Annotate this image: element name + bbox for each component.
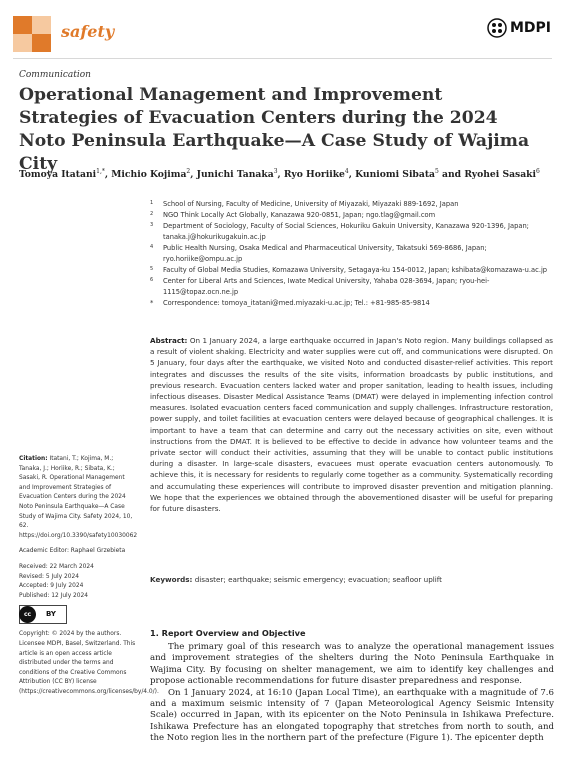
paragraph-2: On 1 January 2024, at 16:10 (Japan Local Time), an earthquake with a magnitude of 7.6 and a maximum seismic intensity of 7 (Japan Meteorological Agency Seismic Intensity Scale) occurred in Japan, with its epicenter on the Noto Peninsula in Ishikawa Prefecture. Ishikawa Prefecture has an elongated topography that stretches from north to south, and the Noto region lies in the northern part of the prefecture (Figure 1). The epicenter depth [150, 687, 554, 744]
cc-icon: cc [19, 606, 36, 623]
revised-date: Revised: 5 July 2024 [19, 573, 79, 580]
affiliation-item [150, 265, 550, 276]
copyright-notice: Copyright: © 2024 by the authors. Licensee MDPI, Basel, Switzerland. This article is an open access article distributed under the terms and conditions of the Creative Commons Attribution (CC BY) license (https://creativecommons.org/licenses/by/4.0/). [19, 631, 159, 695]
author-affiliation-marker: 1,* [96, 168, 105, 175]
author-affiliation-marker: 4 [344, 168, 349, 175]
article-type: Communication [19, 70, 91, 80]
section-heading: 1. Report Overview and Objective [150, 628, 306, 638]
affiliation-text: Correspondence: tomoya_itatani@med.miyazaki-u.ac.jp; Tel.: +81-985-85-9814 [163, 299, 430, 307]
affiliation-item [150, 276, 550, 298]
affiliation-text: NGO Think Locally Act Globally, Kanazawa 920-0851, Japan; ngo.tlag@gmail.com [163, 211, 436, 219]
paragraph-1: The primary goal of this research was to analyze the operational management issues and improvement strategies of the shelters during the Noto Peninsula Earthquake in Wajima City. By focusing on shelter management, we aim to identify key challenges and propose actionable recommendations for future disaster preparedness and response. [150, 642, 554, 687]
abstract-text: On 1 January 2024, a large earthquake occurred in Japan's Noto region. Many buildings collapsed as a result of violent shaking. Electricity and water supplies were cut off, and communications were disrupted. On 5 January, four days after the earthquake, we visited Noto and conducted disaster-relief activities. This report integrates and discusses the results of the site visits, information broadcasts by public institutions, and previous research. Evacuation centers lacked water and proper sanitation, leading to health issues, including infectious diseases. Disaster Medical Assistance Teams (DMAT) were delayed in implementing infection control measures. Isolated evacuation centers faced communication and supply challenges. Infrastructure restoration, power supply, and toilet facilities at evacuation centers were delayed because of geographical challenges. It is important to have a team that can determine and carry out the necessary activities on site, even without instructions from the DMAT. It is believed to be effective to decide in advance how volunteer teams and the private sector will conduct their activities, assuming that they will be unable to contact public institutions during a disaster. In large-scale disasters, evacuees must operate evacuation centers autonomously. To achieve this, it is necessary for residents to regularly come together as a community. Systematically recording and accumulating these experiences will contribute to improved disaster prevention and mitigation planning. We hope that the experiences we obtained through the abovementioned disaster will be useful for preparing for future disasters. [150, 336, 553, 514]
accepted-date: Accepted: 9 July 2024 [19, 583, 84, 590]
author-list: Tomoya Itatani$^{1,*}$, Michio Kojima$^2$, Junichi Tanaka$^3$, Ryo Horiike$^4$, Kuniomi Sibata$^5$ and Ryohei Sasaki$^6$ [19, 168, 540, 181]
affiliation-text: Faculty of Global Media Studies, Komazawa University, Setagaya-ku 154-0012, Japan; kshibata@komazawa-u.ac.jp [163, 266, 548, 274]
author-affiliation-marker: 5 [435, 168, 439, 175]
keywords-label: Keywords: [150, 575, 193, 584]
citation [19, 455, 137, 541]
article-title: Operational Management and Improvement Strategies of Evacuation Centers during the 2024 Noto Peninsula Earthquake—A Case Study of Wajima City [19, 85, 530, 174]
affiliation-text: Department of Sociology, Faculty of Social Sciences, Hokuriku Gakuin University, Kanazawa 920-1396, Japan; tanaka.j@hokurikugakuin.ac.jp [163, 222, 529, 241]
affiliation-item [150, 199, 550, 210]
section-body [150, 642, 554, 745]
abstract-label: Abstract: [150, 336, 188, 345]
author-name[interactable]: Ryohei Sasaki [464, 169, 537, 181]
author-name[interactable]: Tomoya Itatani [19, 169, 97, 181]
keywords [150, 575, 553, 584]
journal-name: safety [61, 22, 115, 41]
affiliation-number: 4 [150, 244, 154, 250]
author-name[interactable]: Kuniomi Sibata [355, 169, 436, 181]
journal-logo-icon [13, 16, 51, 52]
publisher-name: MDPI [509, 20, 551, 36]
mdpi-mark-icon [487, 18, 507, 38]
affiliation-text: Center for Liberal Arts and Sciences, Iwate Medical University, Yahaba 028-3694, Japan; ryou-hei-1115@topaz.ocn.ne.jp [163, 277, 490, 296]
author-name[interactable]: Michio Kojima [111, 169, 187, 181]
author-name[interactable]: Junichi Tanaka [196, 169, 274, 181]
affiliation-number: 5 [150, 266, 154, 272]
published-date: Published: 12 July 2024 [19, 592, 89, 599]
affiliation-text: School of Nursing, Faculty of Medicine, University of Miyazaki, Miyazaki 889-1692, Japan [163, 200, 459, 208]
keywords-text: disaster; earthquake; seismic emergency; evacuation; seafloor uplift [194, 575, 443, 584]
by-icon: BY [45, 610, 57, 619]
affiliation-number: 6 [150, 277, 154, 283]
affiliation-list [150, 199, 550, 309]
affiliation-number: 3 [150, 222, 154, 228]
citation-label: Citation: [19, 456, 48, 462]
affiliation-number: * [150, 299, 154, 307]
affiliation-item [150, 243, 550, 265]
header-divider [13, 58, 552, 59]
cc-license-badge[interactable] [19, 605, 67, 624]
author-affiliation-marker: 3 [273, 168, 278, 175]
affiliation-item [150, 210, 550, 221]
author-affiliation-marker: 6 [536, 168, 540, 175]
affiliation-item [150, 298, 550, 309]
abstract [150, 335, 553, 514]
affiliation-number: 1 [150, 200, 154, 206]
affiliation-number: 2 [150, 211, 154, 217]
article-info-sidebar [19, 455, 159, 697]
affiliation-item [150, 221, 550, 243]
received-date: Received: 22 March 2024 [19, 563, 94, 570]
affiliation-text: Public Health Nursing, Osaka Medical and Pharmaceutical University, Takatsuki 569-8686, Japan; ryo.horiike@ompu.ac.jp [163, 244, 487, 263]
citation-text[interactable]: Itatani, T.; Kojima, M.; Tanaka, J.; Horiike, R.; Sibata, K.; Sasaki, R. Operational Management and Improvement Strategies of Evacuation Centers during the 2024 Noto Peninsula Earthquake—A Case Study of Wajima City. Safety 2024, 10, 62. https://doi.org/10.3390/safety10030062 [19, 456, 138, 539]
publisher-logo [487, 18, 551, 38]
academic-editor: Academic Editor: Raphael Grzebieta [19, 548, 126, 555]
author-affiliation-marker: 2 [186, 168, 191, 175]
author-name[interactable]: Ryo Horiike [283, 169, 345, 181]
